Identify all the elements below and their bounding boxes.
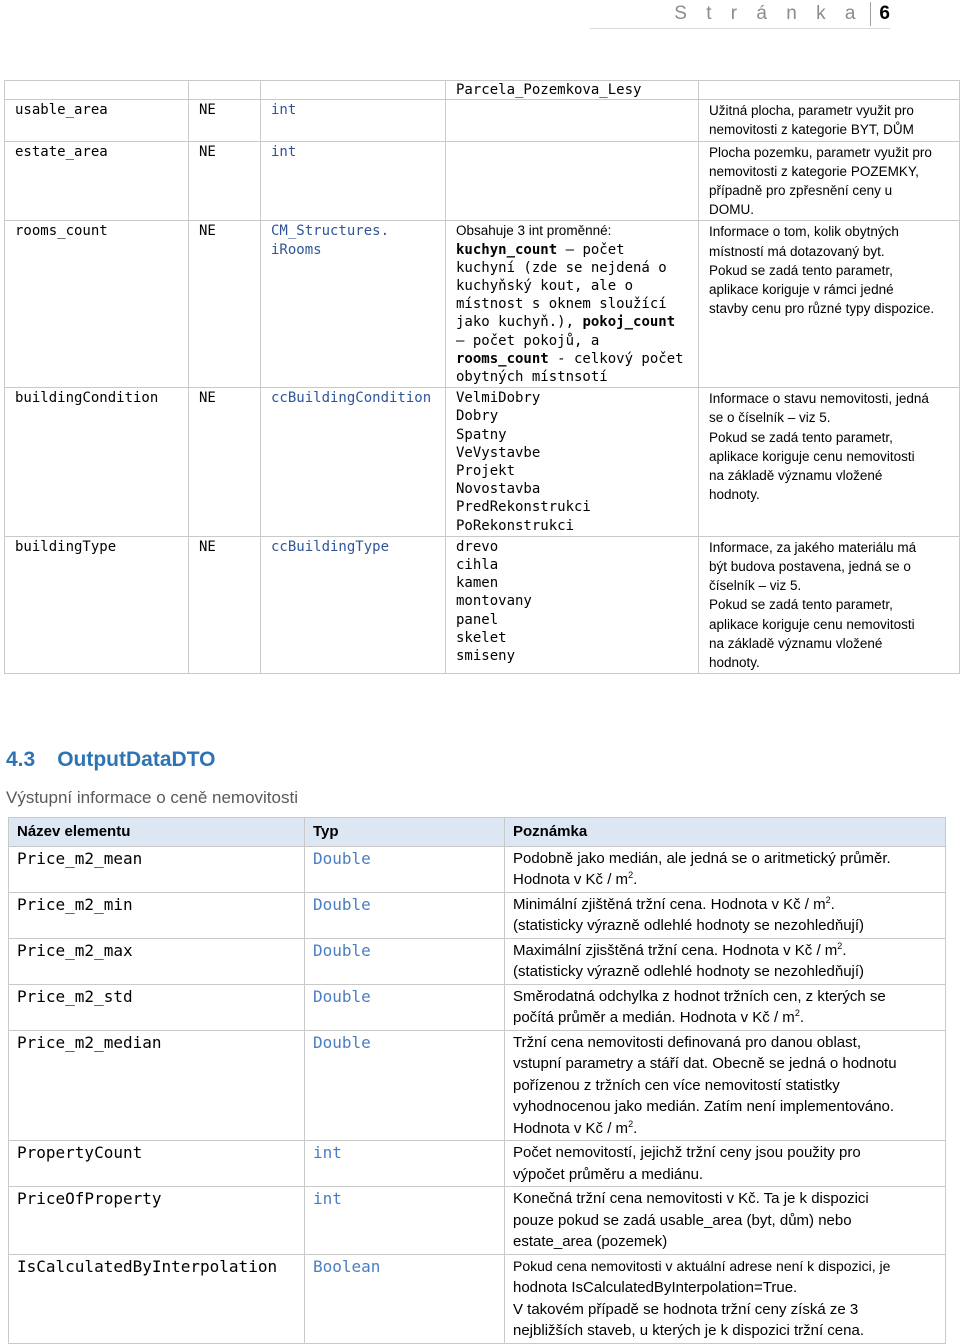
text-line: Směrodatná odchylka z hodnot tržních cen, z kterých se xyxy=(513,987,886,1005)
variable-name: kuchyn_count xyxy=(456,241,558,258)
param-type xyxy=(261,141,446,221)
table-row xyxy=(5,141,960,221)
text-line: místností má dotazovaný byt. xyxy=(709,243,885,259)
text-line: nejbližších staveb, u kterých je k dispozici tržní cena. xyxy=(513,1322,864,1339)
text-line: PoRekonstrukci xyxy=(456,517,575,534)
param-type xyxy=(261,100,446,141)
text-line: Pokud se zadá tento parametr, xyxy=(709,262,893,278)
table-row xyxy=(5,221,960,388)
param-required: NE xyxy=(189,100,261,141)
text-line: Užitná plocha, parametr využit pro xyxy=(709,103,914,119)
element-name: Price_m2_min xyxy=(9,892,305,938)
text-line: počítá průměr a medián. Hodnota v Kč / $m^2$. xyxy=(513,1008,804,1026)
text-line: výpočet průměru a mediánu. xyxy=(513,1165,704,1183)
text-line: Pokud se zadá tento parametr, xyxy=(709,429,893,445)
text-line: aplikace koriguje v rámci jedné xyxy=(709,282,894,298)
section-title: OutputDataDTO xyxy=(57,748,216,771)
header-type: Typ xyxy=(305,818,505,847)
element-note xyxy=(505,1030,946,1141)
page-header xyxy=(590,0,890,29)
header-divider xyxy=(870,2,871,26)
table-row xyxy=(9,1254,946,1343)
text-line: PredRekonstrukci xyxy=(456,499,591,516)
table-row xyxy=(5,536,960,673)
param-name: rooms_count xyxy=(5,221,189,388)
text-line: ccBuildingCondition xyxy=(271,390,432,407)
param-note xyxy=(699,536,960,673)
section-heading xyxy=(6,748,215,772)
text-line: aplikace koriguje cenu nemovitosti xyxy=(709,616,915,632)
text-line: Minimální zjištěná tržní cena. Hodnota v Kč / $m^2$. xyxy=(513,894,835,913)
text-line: Informace o stavu nemovitosti, jedná xyxy=(709,391,929,407)
input-params-table xyxy=(4,80,960,674)
param-name: estate_area xyxy=(5,141,189,221)
element-type: Double xyxy=(305,846,505,892)
param-name: buildingCondition xyxy=(5,388,189,537)
param-name: usable_area xyxy=(5,100,189,141)
values-intro: Obsahuje 3 int proměnné: xyxy=(456,223,612,239)
text-line: vyhodnocenou jako medián. Zatím není implementováno. xyxy=(513,1098,895,1115)
text-line: (statisticky výrazně odlehlé hodnoty se nezohledňují) xyxy=(513,917,865,934)
text-line: Hodnota v Kč / $m^2$. xyxy=(513,1118,638,1137)
text-line: CM_Structures. xyxy=(271,223,390,240)
text-line xyxy=(456,295,690,313)
text-line: vstupní parametry a stáří dat. Obecně se jedná o hodnotu xyxy=(513,1055,897,1072)
text-line: (statisticky výrazně odlehlé hodnoty se nezohledňují) xyxy=(513,963,865,980)
param-note xyxy=(699,100,960,141)
text-line: Dobry xyxy=(456,408,499,425)
text-line: V takovém případě se hodnota tržní ceny získá ze 3 xyxy=(513,1300,859,1318)
text-line: stavby cenu pro různé typy dispozice. xyxy=(709,301,935,317)
text-line: hodnota IsCalculatedByInterpolation=True. xyxy=(513,1279,798,1296)
values-text: kuchyňský kout, ale o xyxy=(456,278,634,295)
values-text: – počet pokojů, a xyxy=(456,332,600,349)
section-number: 4.3 xyxy=(6,748,36,771)
text-line: Spatny xyxy=(456,426,507,443)
text-line: montovany xyxy=(456,593,532,610)
text-line: číselník – viz 5. xyxy=(709,578,802,594)
page-label: S t r á n k a xyxy=(674,3,863,24)
param-type xyxy=(261,388,446,537)
text-line: případně pro zpřesnění ceny u xyxy=(709,183,893,199)
text-line: skelet xyxy=(456,629,507,646)
element-type: Double xyxy=(305,1030,505,1141)
param-values xyxy=(446,536,699,673)
text-line: Plocha pozemku, parametr využit pro xyxy=(709,144,932,160)
param-values xyxy=(446,100,699,141)
text-line: Podobně jako medián, ale jedná se o aritmetický průměr. xyxy=(513,849,891,867)
text-line: pouze pokud se zadá usable_area (byt, dům) nebo xyxy=(513,1211,852,1229)
text-line: Maximální zjisštěná tržní cena. Hodnota v Kč / $m^2$. xyxy=(513,940,847,959)
text-line: být budova postavena, jedná se o xyxy=(709,559,911,575)
text-line: Počet nemovitostí, jejichž tržní ceny jsou použity pro xyxy=(513,1144,861,1161)
text-line: Pokud se zadá tento parametr, xyxy=(709,597,893,613)
param-type xyxy=(261,536,446,673)
element-note xyxy=(505,1254,946,1343)
text-line: int xyxy=(271,102,297,119)
text-line: aplikace koriguje cenu nemovitosti xyxy=(709,448,915,464)
values-text: jako kuchyň.), xyxy=(456,314,583,331)
text-line: Tržní cena nemovitosti definovaná pro danou oblast, xyxy=(513,1033,861,1051)
param-required: NE xyxy=(189,221,261,388)
values-text: - celkový počet xyxy=(548,350,684,367)
text-line: hodnoty. xyxy=(709,487,760,503)
text-line: smiseny xyxy=(456,648,516,665)
text-line: drevo xyxy=(456,538,499,555)
text-line: panel xyxy=(456,611,499,628)
text-line: nemovitosti z kategorie POZEMKY, xyxy=(709,163,919,179)
table-row xyxy=(9,938,946,984)
table-row xyxy=(9,846,946,892)
param-values xyxy=(446,221,699,388)
param-type xyxy=(261,221,446,388)
variable-name: rooms_count xyxy=(456,350,549,367)
section-subtitle: Výstupní informace o ceně nemovitosti xyxy=(6,788,298,807)
page-number: 6 xyxy=(879,3,890,24)
table-title-row xyxy=(5,81,960,100)
table-row xyxy=(9,892,946,938)
element-type: int xyxy=(305,1141,505,1187)
table-row xyxy=(9,1030,946,1141)
values-text: obytných místnsotí xyxy=(456,369,608,386)
variable-name: pokoj_count xyxy=(582,314,676,331)
text-line xyxy=(456,241,690,259)
param-note xyxy=(699,221,960,388)
element-name: PriceOfProperty xyxy=(9,1187,305,1255)
element-name: PropertyCount xyxy=(9,1141,305,1187)
text-line: estate_area (pozemek) xyxy=(513,1233,668,1250)
text-line: cihla xyxy=(456,557,499,574)
param-required: NE xyxy=(189,388,261,537)
element-type: Double xyxy=(305,892,505,938)
param-values xyxy=(446,388,699,537)
element-note xyxy=(505,846,946,892)
header-name: Název elementu xyxy=(9,818,305,847)
text-line: Konečná tržní cena nemovitosti v Kč. Ta je k dispozici xyxy=(513,1190,869,1207)
text-line: iRooms xyxy=(271,241,322,258)
element-type: int xyxy=(305,1187,505,1255)
values-text: místnost s oknem sloužící xyxy=(456,296,667,313)
table-row xyxy=(9,1141,946,1187)
element-type: Boolean xyxy=(305,1254,505,1343)
element-name: Price_m2_max xyxy=(9,938,305,984)
param-values xyxy=(446,141,699,221)
param-name: buildingType xyxy=(5,536,189,673)
param-note xyxy=(699,388,960,537)
element-note xyxy=(505,1141,946,1187)
element-name: IsCalculatedByInterpolation xyxy=(9,1254,305,1343)
element-type: Double xyxy=(305,938,505,984)
text-line xyxy=(456,259,690,277)
text-line xyxy=(456,350,690,368)
text-line: VeVystavbe xyxy=(456,444,541,461)
text-line: DOMU. xyxy=(709,202,754,218)
table-row xyxy=(9,1187,946,1255)
text-line: Informace, za jakého materiálu má xyxy=(709,539,917,555)
text-line: Pokud cena nemovitosti v aktuální adrese není k dispozici, je xyxy=(513,1257,891,1274)
element-type: Double xyxy=(305,984,505,1030)
param-note xyxy=(699,141,960,221)
param-required: NE xyxy=(189,536,261,673)
table-title: Parcela_Pozemkova_Lesy xyxy=(446,81,699,100)
text-line: VelmiDobry xyxy=(456,390,541,407)
text-line xyxy=(456,313,690,331)
text-line: se o číselník – viz 5. xyxy=(709,410,831,426)
text-line: Hodnota v Kč / $m^2$. xyxy=(513,870,638,888)
text-line: hodnoty. xyxy=(709,655,760,671)
table-row xyxy=(9,984,946,1030)
element-note xyxy=(505,938,946,984)
text-line: na základě významu vložené xyxy=(709,635,883,651)
text-line xyxy=(456,332,690,350)
text-line: kamen xyxy=(456,575,499,592)
text-line xyxy=(456,368,690,386)
values-text: kuchyní (zde se nejdená o xyxy=(456,259,667,276)
output-dto-table xyxy=(8,817,946,1344)
element-name: Price_m2_median xyxy=(9,1030,305,1141)
text-line xyxy=(456,277,690,295)
element-note xyxy=(505,1187,946,1255)
text-line: na základě významu vložené xyxy=(709,468,883,484)
header-note: Poznámka xyxy=(505,818,946,847)
param-required: NE xyxy=(189,141,261,221)
text-line: ccBuildingType xyxy=(271,538,390,555)
table-row xyxy=(5,100,960,141)
table-row xyxy=(5,388,960,537)
element-note xyxy=(505,984,946,1030)
text-line: Informace o tom, kolik obytných xyxy=(709,224,899,240)
element-note xyxy=(505,892,946,938)
element-name: Price_m2_std xyxy=(9,984,305,1030)
element-name: Price_m2_mean xyxy=(9,846,305,892)
text-line: pořízenou z tržních cen více nemovitostí statistky xyxy=(513,1076,840,1094)
text-line: int xyxy=(271,143,297,160)
text-line: nemovitosti z kategorie BYT, DŮM xyxy=(709,122,914,138)
values-text: – počet xyxy=(557,241,625,258)
text-line: Projekt xyxy=(456,463,516,480)
text-line: Novostavba xyxy=(456,481,541,498)
table-header-row xyxy=(9,818,946,847)
